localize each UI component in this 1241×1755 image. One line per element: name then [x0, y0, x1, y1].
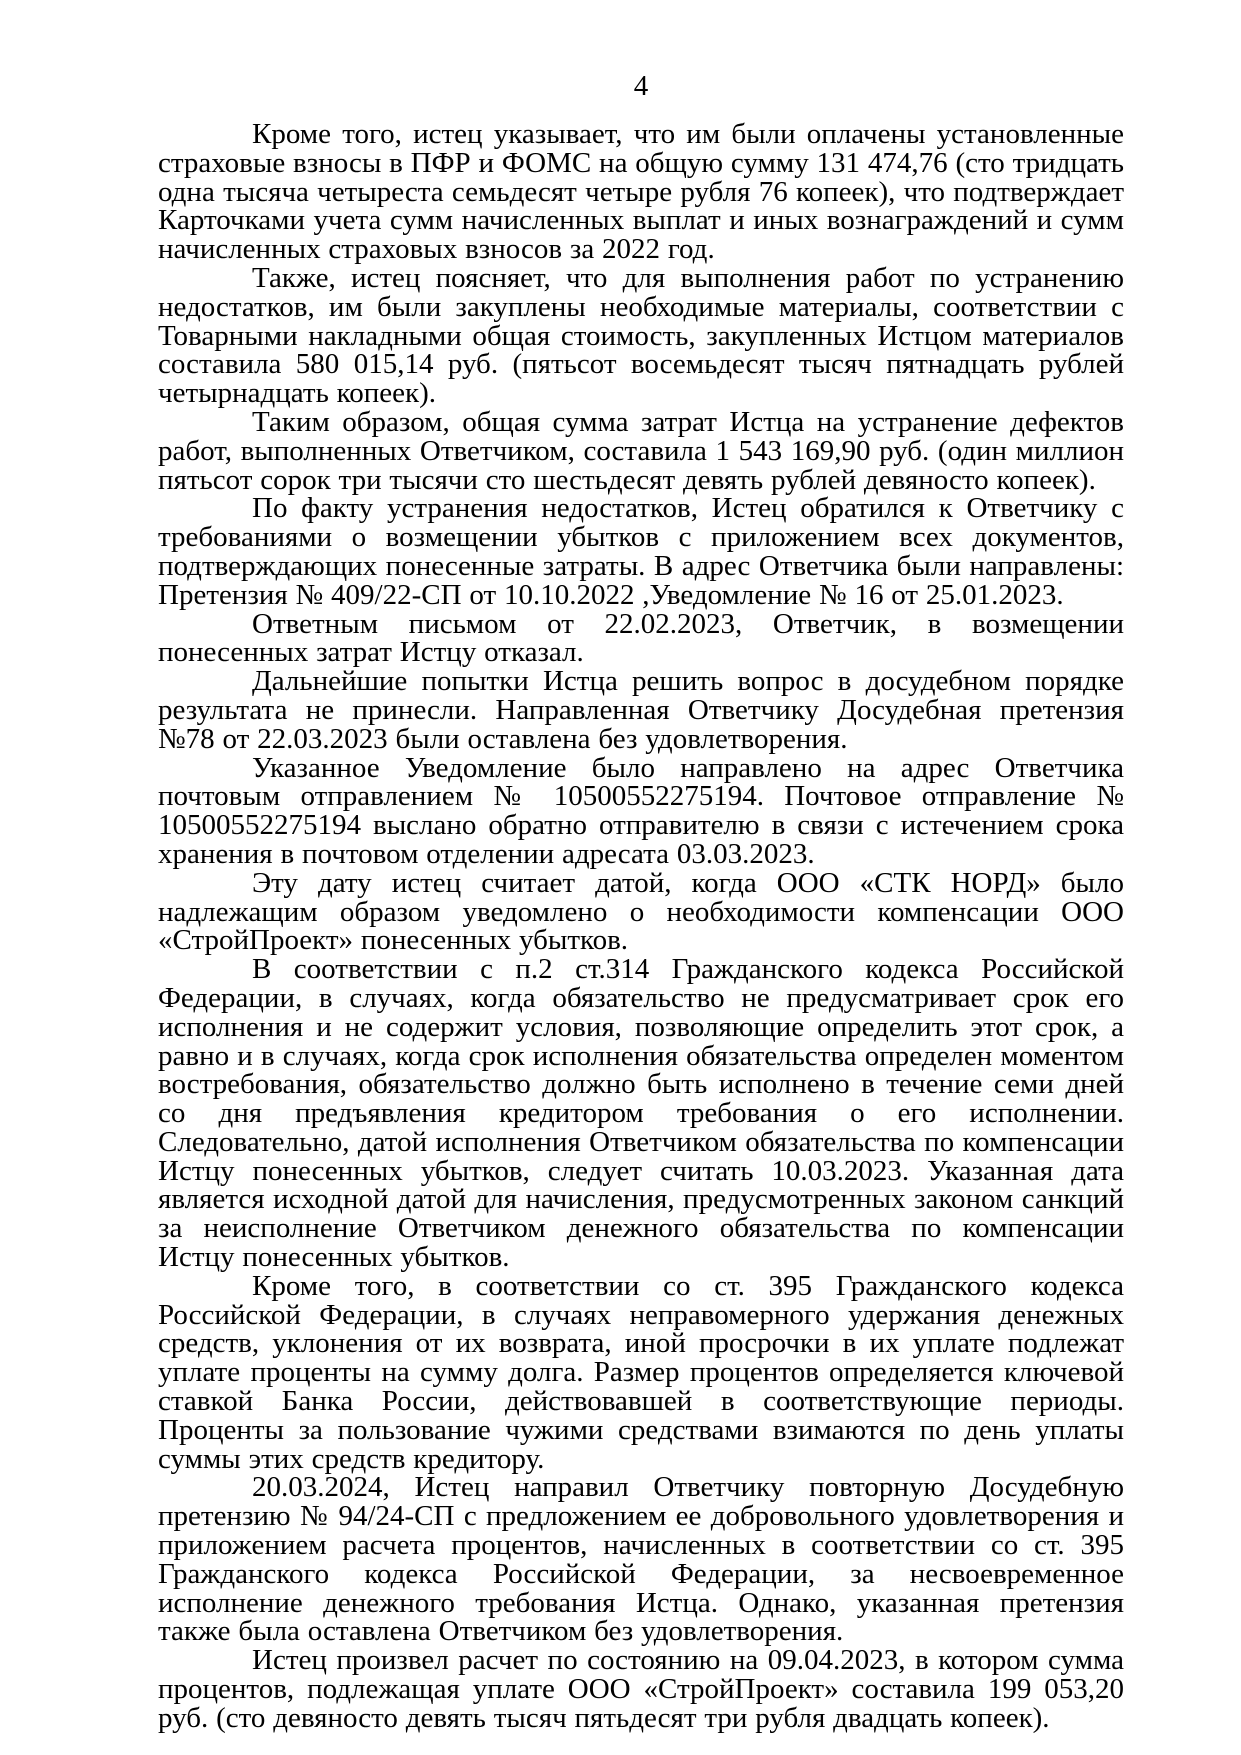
paragraph: Кроме того, в соответствии со ст. 395 Гражданского кодекса Российской Федерации, в случаях неправомерного удержания денежных средств, уклонения от их возврата, иной просрочки в их уплате подлежат уплате проценты на сумму долга. Размер процентов определяется ключевой ставкой Банка России, действовавшей в соответствующие периоды. Проценты за пользование чужими средствами взимаются по день уплаты суммы этих средств кредитору. — [158, 1269, 1124, 1475]
paragraph: Указанное Уведомление было направлено на адрес Ответчика почтовым отправлением № 10500552275194. Почтовое отправление № 10500552275194 выслано обратно отправителю в связи с истечением срока хранения в почтовом отделении адресата 03.03.2023. — [158, 751, 1124, 870]
paragraph: Также, истец поясняет, что для выполнения работ по устранению недостатков, им были закуплены необходимые материалы, соответствии с Товарными накладными общая стоимость, закупленных Истцом материалов составила 580 015,14 руб. (пятьсот восемьдесят тысяч пятнадцать рублей четырнадцать копеек). — [158, 261, 1124, 410]
paragraph: Эту дату истец считает датой, когда ООО «СТК НОРД» было надлежащим образом уведомлено о необходимости компенсации ООО «СтройПроект» понесенных убытков. — [158, 866, 1124, 957]
paragraph: Таким образом, общая сумма затрат Истца на устранение дефектов работ, выполненных Ответчиком, составила 1 543 169,90 руб. (один миллион пятьсот сорок три тысячи сто шестьдесят девять рублей девяносто копеек). — [158, 405, 1124, 496]
paragraph: Кроме того, истец указывает, что им были оплачены установленные страховые взносы в ПФР и ФОМС на общую сумму 131 474,76 (сто тридцать одна тысяча четыреста семьдесят четыре рубля 76 копеек), что подтверждает Карточками учета сумм начисленных выплат и иных вознаграждений и сумм начисленных страховых взносов за 2022 год. — [158, 118, 1124, 266]
paragraph: Истец произвел расчет по состоянию на 09.04.2023, в котором сумма процентов, подлежащая уплате ООО «СтройПроект» составила 199 053,20 руб. (сто девяносто девять тысяч пятьдесят три рубля двадцать копеек). — [158, 1644, 1124, 1734]
paragraph: 20.03.2024, Истец направил Ответчику повторную Досудебную претензию № 94/24-СП с предложением ее добровольного удовлетворения и приложением расчета процентов, начисленных в соответствии со ст. 395 Гражданского кодекса Российской Федерации, за несвоевременное исполнение денежного требования Истца. Однако, указанная претензия также была оставлена Ответчиком без удовлетворения. — [158, 1471, 1124, 1648]
paragraph: Ответным письмом от 22.02.2023, Ответчик, в возмещении понесенных затрат Истцу отказал. — [158, 607, 1124, 669]
document-body — [158, 120, 1124, 1733]
page-number: 4 — [633, 70, 649, 102]
paragraph: По факту устранения недостатков, Истец обратился к Ответчику с требованиями о возмещении убытков с приложением всех документов, подтверждающих понесенные затраты. В адрес Ответчика были направлены: Претензия № 409/22-СП от 10.10.2022 ,Уведомление № 16 от 25.01.2023. — [158, 492, 1124, 611]
paragraph: В соответствии с п.2 ст.314 Гражданского кодекса Российской Федерации, в случаях, когда обязательство не предусматривает срок его исполнения и не содержит условия, позволяющие определить этот срок, а равно и в случаях, когда срок исполнения обязательства определен моментом востребования, обязательство должно быть исполнено в течение семи дней со дня предъявления кредитором требования о его исполнении. Следовательно, датой исполнения Ответчиком обязательства по компенсации Истцу понесенных убытков, следует считать 10.03.2023. Указанная дата является исходной датой для начисления, предусмотренных законом санкций за неисполнение Ответчиком денежного обязательства по компенсации Истцу понесенных убытков. — [158, 953, 1124, 1274]
paragraph: Дальнейшие попытки Истца решить вопрос в досудебном порядке результата не принесли. Направленная Ответчику Досудебная претензия №78 от 22.03.2023 были оставлена без удовлетворения. — [158, 665, 1124, 755]
